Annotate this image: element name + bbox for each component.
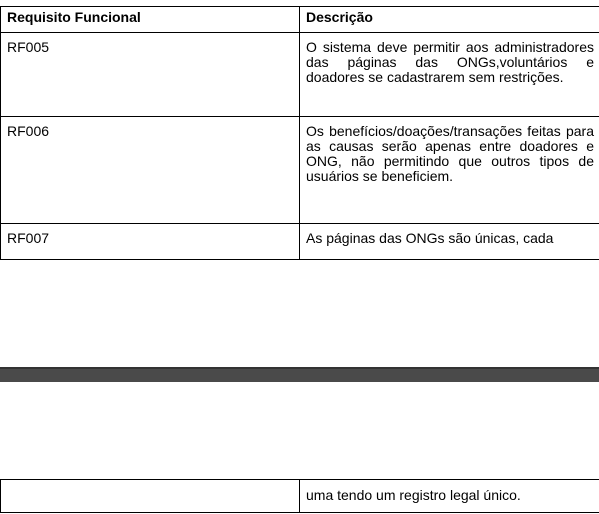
requirements-table: [0, 6, 599, 260]
table-row: [1, 480, 599, 513]
requirement-description: Os benefícios/doações/transações feitas para as causas serão apenas entre doadores e ONG, não permitindo que outros tipos de usuários se beneficiem.: [300, 117, 599, 224]
requirement-description: O sistema deve permitir aos administradores das páginas das ONGs,voluntários e doadores se cadastrarem sem restrições.: [300, 33, 599, 117]
page-break-shadow: [0, 367, 599, 369]
requirement-description: uma tendo um registro legal único.: [300, 480, 599, 513]
page-break-separator: [0, 367, 599, 382]
requirement-description: As páginas das ONGs são únicas, cada: [300, 224, 599, 260]
requirements-table-continuation: [0, 479, 599, 513]
requirement-id: RF007: [1, 224, 300, 260]
header-requisito-funcional: Requisito Funcional: [1, 7, 300, 33]
requirement-id: RF006: [1, 117, 300, 224]
requirement-id: RF005: [1, 33, 300, 117]
requirement-id: [1, 480, 300, 513]
table-row: [1, 224, 599, 260]
header-descricao: Descrição: [300, 7, 599, 33]
table-header-row: [1, 7, 599, 33]
table-row: [1, 117, 599, 224]
table-row: [1, 33, 599, 117]
